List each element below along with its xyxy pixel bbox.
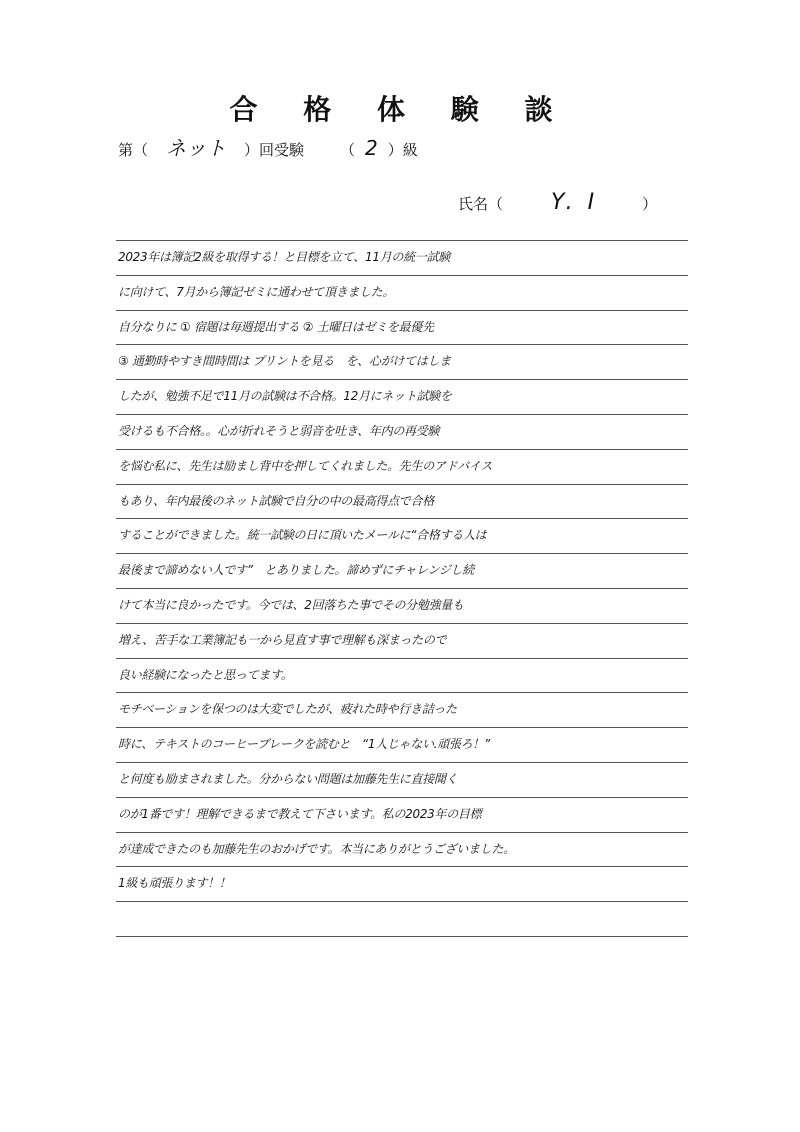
handwritten-line: を悩む私に、先生は励まし背中を押してくれました。先生のアドバイス — [118, 458, 493, 473]
exam-type: ネット — [166, 136, 227, 160]
handwritten-line: 増え、苦手な工業簿記も一から見直す事で理解も深まったので — [118, 632, 447, 647]
handwritten-line: が達成できたのも加藤先生のおかげです。本当にありがとうございました。 — [118, 841, 515, 856]
grade-open: （ — [340, 141, 356, 159]
handwritten-line: 良い経験になったと思ってます。 — [118, 667, 293, 682]
ruled-line — [116, 902, 688, 937]
handwritten-line: 自分なりに ① 宿題は毎週提出する ② 土曜日はゼミを最優先 — [118, 319, 434, 334]
name-label: 氏名（ — [458, 195, 504, 213]
name-value: Y. I — [551, 190, 599, 215]
handwritten-line: 最後まで諦めない人です” とありました。諦めずにチャレンジし続 — [118, 563, 474, 578]
name-close: ） — [642, 195, 658, 213]
handwritten-line: したが、勉強不足で11月の試験は不合格。12月にネット試験を — [118, 389, 452, 404]
ruled-line — [116, 206, 688, 241]
handwritten-line: 受けるも不合格。。心が折れそうと弱音を吐き、年内の再受験 — [118, 424, 440, 438]
handwritten-line: 2023年は簿記2級を取得する！と目標を立て、11月の統一試験 — [118, 250, 450, 264]
handwritten-line: 1級も頑張ります！！ — [118, 876, 231, 891]
handwritten-line: のが1番です！理解できるまで教えて下さいます。私の2023年の目標 — [118, 806, 482, 821]
handwritten-line: と何度も励まされました。分からない問題は加藤先生に直接聞く — [118, 772, 458, 786]
handwritten-line: 時に、テキストのコーヒーブレークを読むと “1人じゃない.頑張ろ！” — [118, 737, 490, 752]
handwritten-line: に向けて、7月から簿記ゼミに通わせて頂きました。 — [118, 284, 395, 299]
handwritten-line: モチベーションを保つのは大変でしたが、疲れた時や行き詰った — [118, 702, 457, 717]
handwritten-line: ③ 通勤時やすき間時間は プリントを見る を、心がけてはしま — [118, 354, 451, 369]
exam-middle: ）回受験 — [244, 141, 305, 159]
document-title: 合 格 体 験 談 — [229, 93, 571, 126]
handwritten-line: けて本当に良かったです。今では、2回落ちた事でその分勉強量も — [118, 598, 464, 612]
handwritten-line: もあり、年内最後のネット試験で自分の中の最高得点で合格 — [118, 493, 434, 508]
handwritten-line: することができました。統一試験の日に頂いたメールに“合格する人は — [118, 528, 487, 543]
exam-prefix: 第（ — [118, 141, 149, 159]
exam-grade: 2 — [365, 136, 378, 160]
grade-close: ）級 — [387, 141, 418, 159]
